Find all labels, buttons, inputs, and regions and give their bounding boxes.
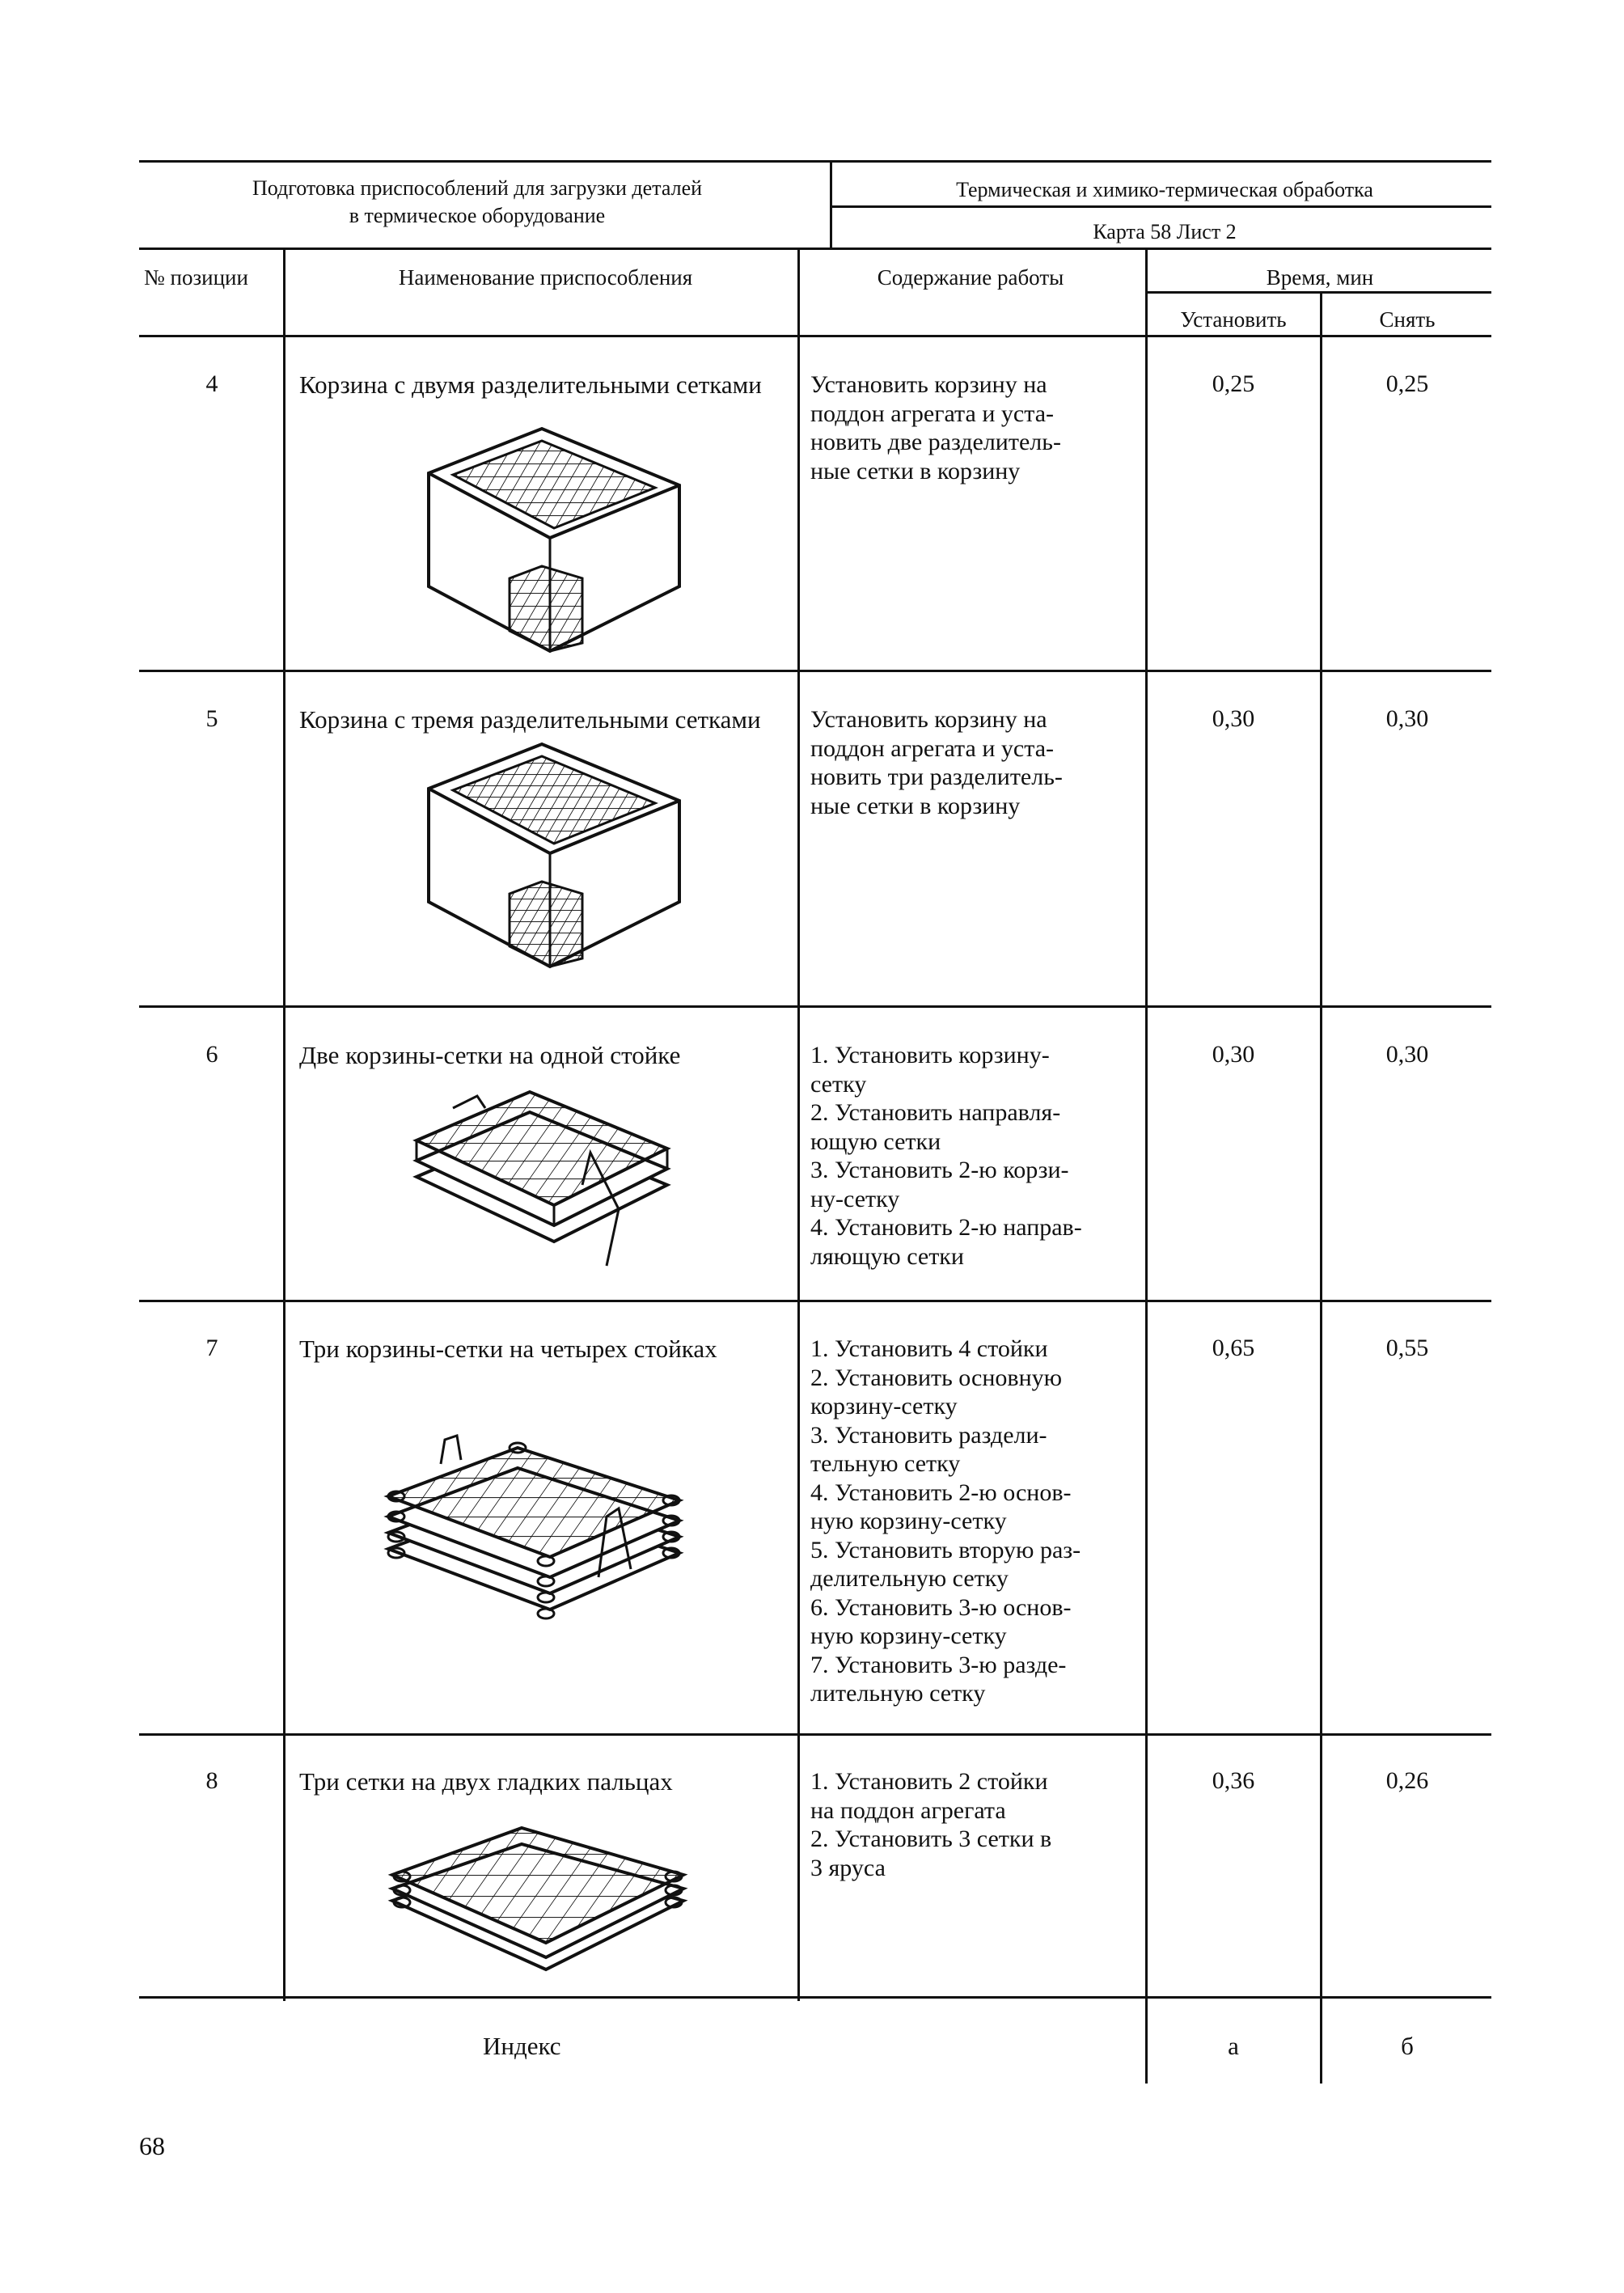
row-position: 6 xyxy=(205,1041,218,1068)
row-separator xyxy=(139,670,1491,672)
col-line-3 xyxy=(1145,247,1148,2084)
col-install-header: Установить xyxy=(1180,307,1287,332)
row-remove-time: 0,26 xyxy=(1385,1767,1429,1794)
row-remove-time: 0,25 xyxy=(1385,370,1429,397)
header-left-line2: в термическое оборудование xyxy=(349,204,606,227)
row-fixture-name: Корзина с двумя разделительными сетками xyxy=(299,370,762,399)
col-line-1 xyxy=(283,247,285,2001)
header-top-rule xyxy=(139,160,1491,163)
row-fixture-name: Три сетки на двух гладких пальцах xyxy=(299,1767,673,1796)
page-number: 68 xyxy=(139,2131,165,2160)
two-grid-baskets-icon xyxy=(408,1072,675,1274)
header-mid-rule xyxy=(831,205,1491,208)
row-fixture-name: Две корзины-сетки на одной стойке xyxy=(299,1041,681,1069)
header-right-title: Термическая и химико-термическая обработка xyxy=(956,178,1373,201)
row-remove-time: 0,30 xyxy=(1385,705,1429,732)
row-position: 5 xyxy=(205,705,218,732)
row-separator xyxy=(139,1300,1491,1302)
row-fixture-name: Корзина с тремя разделительными сетками xyxy=(299,705,761,734)
three-grids-on-pins-icon xyxy=(384,1812,691,1982)
three-grid-baskets-icon xyxy=(380,1419,696,1630)
footer-split xyxy=(1320,1996,1322,2084)
row-separator xyxy=(139,1733,1491,1736)
header-divider xyxy=(830,160,832,249)
row-install-time: 0,65 xyxy=(1212,1335,1255,1361)
row-fixture-name: Три корзины-сетки на четырех стойках xyxy=(299,1335,717,1363)
card-label: Карта 58 Лист 2 xyxy=(1093,220,1237,243)
col-line-4 xyxy=(1320,335,1322,2084)
row-separator xyxy=(139,1005,1491,1008)
col-name-header: Наименование приспособления xyxy=(398,265,693,290)
header-bottom-rule xyxy=(139,247,1491,250)
row-work-content: 1. Установить 2 стойки на поддон агрегата 2. Установить 3 сетки в 3 яруса xyxy=(810,1768,1052,1881)
row-install-time: 0,30 xyxy=(1212,1041,1255,1068)
row-install-time: 0,25 xyxy=(1212,370,1255,397)
row-position: 7 xyxy=(205,1335,218,1361)
row-position: 4 xyxy=(205,370,218,397)
row-install-time: 0,30 xyxy=(1212,705,1255,732)
basket-three-dividers-icon xyxy=(421,740,687,975)
header-left-title xyxy=(154,175,801,230)
index-b: б xyxy=(1401,2032,1414,2060)
row-work-content: Установить корзину на поддон агрегата и уста- новить три разделитель- ные сетки в корзину xyxy=(810,706,1063,819)
table-bottom-rule xyxy=(139,1996,1491,1999)
row-work-content: 1. Установить корзину- сетку 2. Установить направля- ющую сетки 3. Установить 2-ю корзи- ну-сетку 4. Установить 2-ю направ- ляющую сетки xyxy=(810,1042,1082,1270)
col-content-header: Содержание работы xyxy=(877,265,1064,290)
row-work-content: 1. Установить 4 стойки 2. Установить основную корзину-сетку 3. Установить раздели- тельную сетку 4. Установить 2-ю основ- ную корзину-сетку 5. Установить вторую раз- делительную сетку 6. Установить 3-ю основ- ную корзину-сетку 7. Установить 3-ю разде- лительную сетку xyxy=(810,1335,1081,1707)
row-position: 8 xyxy=(205,1767,218,1794)
index-a: а xyxy=(1228,2032,1239,2060)
col-line-2 xyxy=(797,247,800,2001)
basket-two-dividers-icon xyxy=(421,425,687,659)
row-install-time: 0,36 xyxy=(1212,1767,1255,1794)
row-remove-time: 0,30 xyxy=(1385,1041,1429,1068)
index-label: Индекс xyxy=(483,2032,561,2060)
time-subheader-rule xyxy=(1145,291,1491,294)
time-split-header xyxy=(1320,293,1322,336)
col-remove-header: Снять xyxy=(1379,307,1436,332)
column-header-rule xyxy=(139,335,1491,337)
row-work-content: Установить корзину на поддон агрегата и уста- новить две разделитель- ные сетки в корзину xyxy=(810,371,1061,484)
col-time-header: Время, мин xyxy=(1266,265,1374,290)
header-left-line1: Подготовка приспособлений для загрузки деталей xyxy=(252,176,703,200)
col-position-header: № позиции xyxy=(144,265,248,290)
row-remove-time: 0,55 xyxy=(1385,1335,1429,1361)
